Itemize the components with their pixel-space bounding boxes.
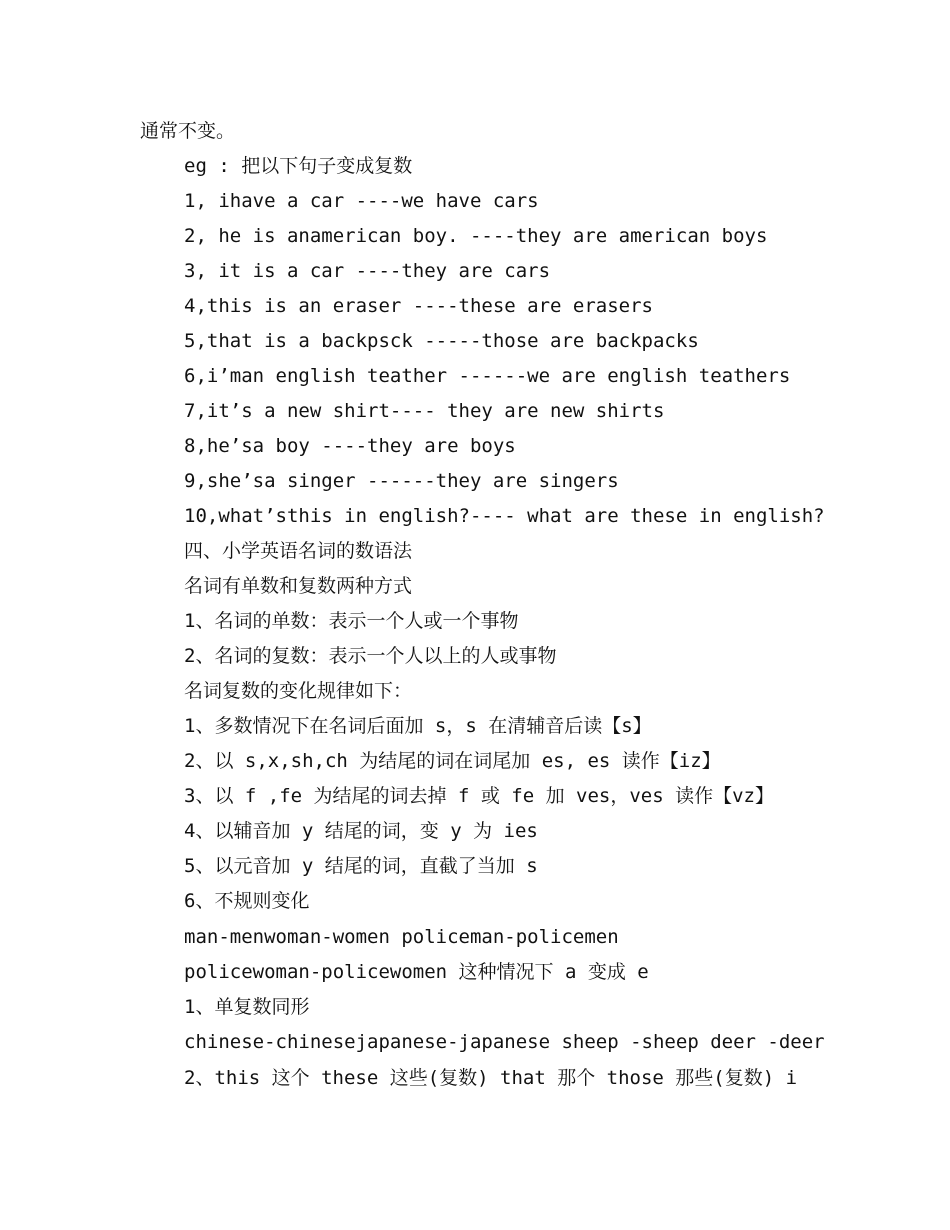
text-line: 5,that is a backpsck -----those are backpacks bbox=[184, 330, 699, 352]
text-line: 6,i’man english teather ------we are english teathers bbox=[184, 365, 791, 387]
rule-line: 4、以辅音加 y 结尾的词，变 y 为 ies bbox=[184, 820, 538, 842]
text-line: 7,it’s a new shirt---- they are new shirts bbox=[184, 400, 665, 422]
text-line: 1, ihave a car ----we have cars bbox=[184, 190, 539, 212]
text-line: 名词复数的变化规律如下： bbox=[184, 680, 413, 702]
rule-line: 1、多数情况下在名词后面加 s，s 在清辅音后读【s】 bbox=[184, 715, 652, 737]
text-line: 2、名词的复数：表示一个人以上的人或事物 bbox=[184, 645, 557, 667]
example-line: chinese-chinesejapanese-japanese sheep -sheep deer -deer bbox=[184, 1031, 825, 1053]
rule-line: 1、单复数同形 bbox=[184, 996, 310, 1018]
example-line: policewoman-policewomen 这种情况下 a 变成 e bbox=[184, 961, 649, 983]
rule-line: 6、不规则变化 bbox=[184, 890, 310, 912]
text-line: 名词有单数和复数两种方式 bbox=[184, 575, 413, 597]
example-line: man-menwoman-women policeman-policemen bbox=[184, 926, 619, 948]
text-line: 9,she’sa singer ------they are singers bbox=[184, 470, 619, 492]
rule-line: 3、以 f ,fe 为结尾的词去掉 f 或 fe 加 ves，ves 读作【vz】 bbox=[184, 785, 774, 807]
text-line: 通常不变。 bbox=[140, 120, 236, 142]
text-line: 2, he is anamerican boy. ----they are american boys bbox=[184, 225, 768, 247]
text-line: 10,what’sthis in english?---- what are these in english? bbox=[184, 505, 825, 527]
rule-line: 5、以元音加 y 结尾的词，直截了当加 s bbox=[184, 855, 538, 877]
example-line: 2、this 这个 these 这些(复数) that 那个 those 那些(复数) i bbox=[184, 1067, 798, 1089]
text-line: 8,he’sa boy ----they are boys bbox=[184, 435, 516, 457]
section-heading: 四、小学英语名词的数语法 bbox=[184, 540, 413, 562]
text-line: 1、名词的单数：表示一个人或一个事物 bbox=[184, 610, 519, 632]
text-line: eg : 把以下句子变成复数 bbox=[184, 155, 413, 177]
text-line: 3, it is a car ----they are cars bbox=[184, 260, 551, 282]
rule-line: 2、以 s,x,sh,ch 为结尾的词在词尾加 es, es 读作【iz】 bbox=[184, 750, 721, 772]
text-line: 4,this is an eraser ----these are erasers bbox=[184, 295, 653, 317]
